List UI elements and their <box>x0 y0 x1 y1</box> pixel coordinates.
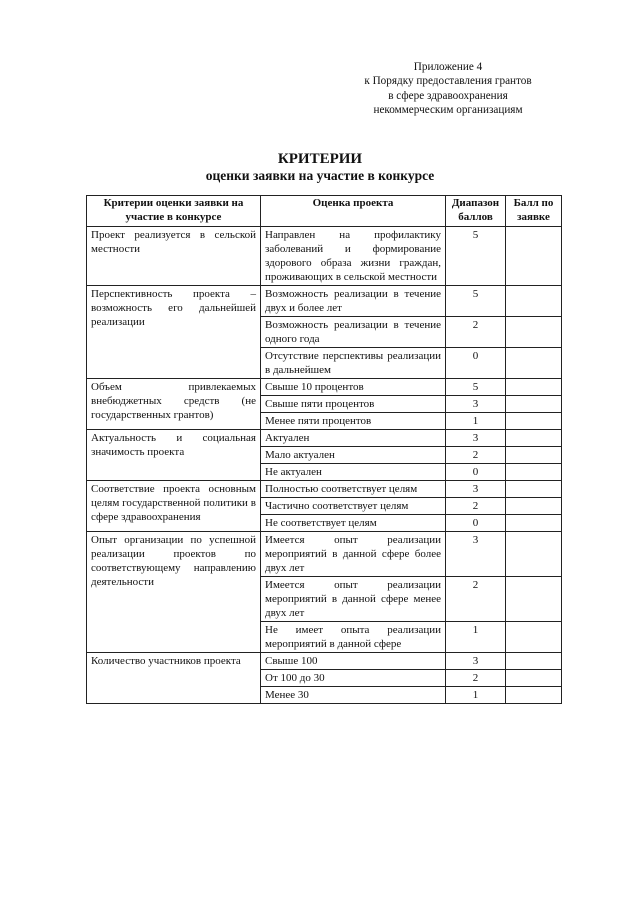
evaluation-option: От 100 до 30 <box>261 670 446 687</box>
evaluation-option: Не соответствует целям <box>261 515 446 532</box>
table-row <box>87 532 562 577</box>
application-score-cell <box>506 670 562 687</box>
table-row <box>87 430 562 447</box>
appendix-line: Приложение 4 <box>413 61 483 73</box>
score-range: 3 <box>446 653 506 670</box>
application-score-cell <box>506 464 562 481</box>
criterion-name: Объем привлекаемых внебюджетных средств (не государственных грантов) <box>87 379 261 430</box>
evaluation-option: Возможность реализации в течение двух и более лет <box>261 286 446 317</box>
score-range: 0 <box>446 515 506 532</box>
evaluation-option: Актуален <box>261 430 446 447</box>
criterion-name: Актуальность и социальная значимость проекта <box>87 430 261 481</box>
criteria-table <box>86 195 562 704</box>
application-score-cell <box>506 498 562 515</box>
appendix-note <box>330 60 566 117</box>
application-score-cell <box>506 396 562 413</box>
application-score-cell <box>506 317 562 348</box>
table-row <box>87 286 562 317</box>
document-title: КРИТЕРИИ <box>277 151 363 167</box>
score-range: 3 <box>446 430 506 447</box>
evaluation-option: Мало актуален <box>261 447 446 464</box>
criterion-name: Опыт организации по успешной реализации проектов по соответствующему направлению деятельности <box>87 532 261 653</box>
evaluation-option: Направлен на профилактику заболеваний и формирование здорового образа жизни граждан, проживающих в сельской местности <box>261 227 446 286</box>
document-subtitle: оценки заявки на участие в конкурсе <box>205 168 435 183</box>
score-range: 0 <box>446 348 506 379</box>
evaluation-option: Менее 30 <box>261 687 446 704</box>
application-score-cell <box>506 348 562 379</box>
table-header-row <box>87 196 562 227</box>
evaluation-option: Имеется опыт реализации мероприятий в данной сфере более двух лет <box>261 532 446 577</box>
score-range: 5 <box>446 227 506 286</box>
score-range: 3 <box>446 396 506 413</box>
evaluation-option: Свыше 100 <box>261 653 446 670</box>
application-score-cell <box>506 227 562 286</box>
application-score-cell <box>506 430 562 447</box>
header-application-score: Балл по заявке <box>506 196 562 227</box>
evaluation-option: Свыше пяти процентов <box>261 396 446 413</box>
table-row <box>87 227 562 286</box>
criterion-name: Перспективность проекта – возможность его дальнейшей реализации <box>87 286 261 379</box>
appendix-line: в сфере здравоохранения <box>388 89 508 102</box>
score-range: 2 <box>446 577 506 622</box>
application-score-cell <box>506 515 562 532</box>
evaluation-option: Свыше 10 процентов <box>261 379 446 396</box>
appendix-line: к Порядку предоставления грантов <box>364 75 532 88</box>
application-score-cell <box>506 379 562 396</box>
evaluation-option: Имеется опыт реализации мероприятий в данной сфере менее двух лет <box>261 577 446 622</box>
score-range: 0 <box>446 464 506 481</box>
application-score-cell <box>506 687 562 704</box>
score-range: 5 <box>446 286 506 317</box>
score-range: 1 <box>446 622 506 653</box>
evaluation-option: Не актуален <box>261 464 446 481</box>
score-range: 2 <box>446 317 506 348</box>
application-score-cell <box>506 413 562 430</box>
evaluation-option: Возможность реализации в течение одного года <box>261 317 446 348</box>
score-range: 2 <box>446 447 506 464</box>
score-range: 3 <box>446 481 506 498</box>
application-score-cell <box>506 532 562 577</box>
application-score-cell <box>506 481 562 498</box>
evaluation-option: Частично соответствует целям <box>261 498 446 515</box>
evaluation-option: Не имеет опыта реализации мероприятий в данной сфере <box>261 622 446 653</box>
criterion-name: Соответствие проекта основным целям государственной политики в сфере здравоохранения <box>87 481 261 532</box>
application-score-cell <box>506 653 562 670</box>
table-row <box>87 379 562 396</box>
table-row <box>87 481 562 498</box>
score-range: 5 <box>446 379 506 396</box>
application-score-cell <box>506 577 562 622</box>
score-range: 1 <box>446 413 506 430</box>
score-range: 1 <box>446 687 506 704</box>
criterion-name: Количество участников проекта <box>87 653 261 704</box>
application-score-cell <box>506 447 562 464</box>
table-row <box>87 653 562 670</box>
criterion-name: Проект реализуется в сельской местности <box>87 227 261 286</box>
application-score-cell <box>506 622 562 653</box>
application-score-cell <box>506 286 562 317</box>
evaluation-option: Отсутствие перспективы реализации в дальнейшем <box>261 348 446 379</box>
score-range: 3 <box>446 532 506 577</box>
header-evaluation: Оценка проекта <box>261 196 446 227</box>
appendix-line: некоммерческим организациям <box>373 103 523 116</box>
score-range: 2 <box>446 670 506 687</box>
header-criteria: Критерии оценки заявки на участие в конкурсе <box>87 196 261 227</box>
header-score-range: Диапазон баллов <box>446 196 506 227</box>
score-range: 2 <box>446 498 506 515</box>
evaluation-option: Менее пяти процентов <box>261 413 446 430</box>
evaluation-option: Полностью соответствует целям <box>261 481 446 498</box>
